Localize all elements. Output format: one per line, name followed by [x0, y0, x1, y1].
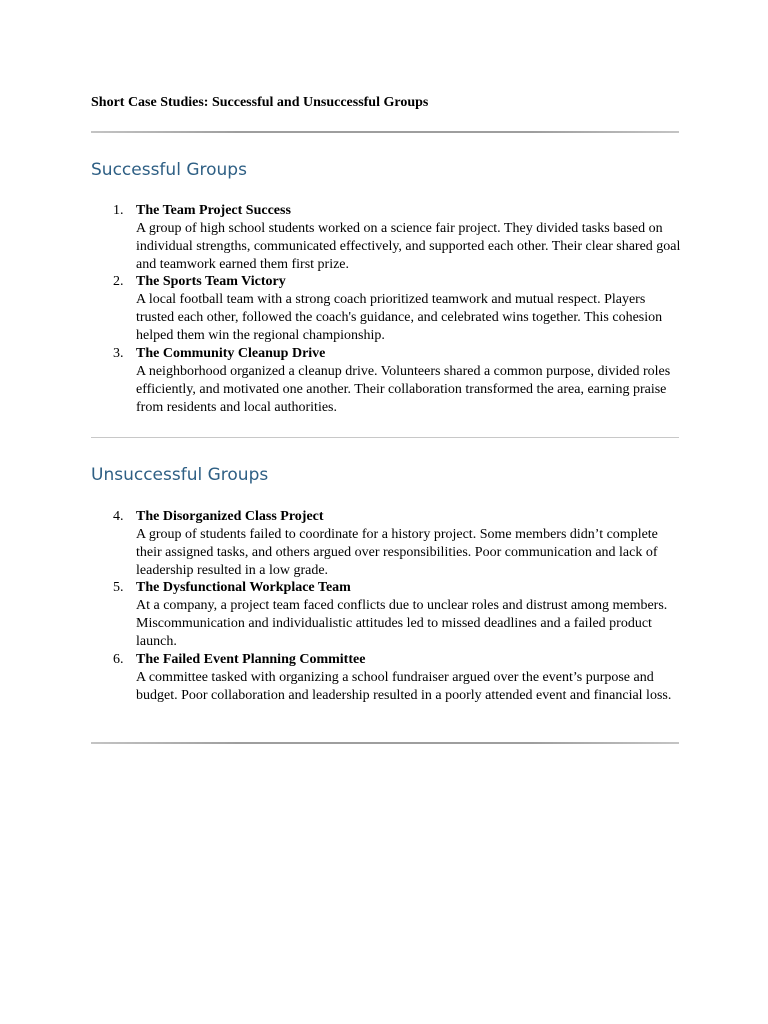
list-item-number: 1. [113, 203, 124, 218]
list-item-title: The Team Project Success [136, 203, 291, 218]
list-item-number: 5. [113, 580, 124, 595]
list-item-title: The Sports Team Victory [136, 274, 286, 289]
list-item [91, 651, 679, 705]
document-title: Short Case Studies: Successful and Unsuccessful Groups [91, 95, 429, 110]
list-item-title: The Failed Event Planning Committee [136, 652, 366, 667]
list-item-number: 6. [113, 652, 124, 667]
list-item [91, 202, 679, 274]
list-item [91, 345, 679, 417]
list-item-title: The Community Cleanup Drive [136, 346, 326, 361]
list-item-text: A committee tasked with organizing a school fundraiser argued over the event’s purpose and budget. Poor collaboration and leadership resulted in a poorly attended event and financial loss. [136, 670, 672, 703]
list-item-number: 4. [113, 509, 124, 524]
list-item-title: The Dysfunctional Workplace Team [136, 580, 351, 595]
list-item-text: A neighborhood organized a cleanup drive. Volunteers shared a common purpose, divided roles efficiently, and motivated one another. Their collaboration transformed the area, earning praise from residents and local authorities. [136, 364, 671, 415]
horizontal-rule [91, 131, 679, 133]
list-item-text: A local football team with a strong coach prioritized teamwork and mutual respect. Players trusted each other, followed the coach's guidance, and celebrated wins together. This cohesion helped them win the regional championship. [136, 292, 663, 343]
list-item-text: A group of high school students worked on a science fair project. They divided tasks based on individual strengths, communicated effectively, and supported each other. Their clear shared goal and teamwork earned them first prize. [136, 221, 681, 272]
section-heading-unsuccessful: Unsuccessful Groups [91, 465, 269, 485]
list-item [91, 273, 679, 345]
list-item-text: A group of students failed to coordinate for a history project. Some members didn’t complete their assigned tasks, and others argued over responsibilities. Poor communication and lack of leadership resulted in a low grade. [136, 527, 658, 578]
horizontal-rule [91, 742, 679, 744]
section-heading-successful: Successful Groups [91, 160, 247, 180]
list-item [91, 579, 679, 651]
list-item [91, 508, 679, 580]
list-item-text: At a company, a project team faced conflicts due to unclear roles and distrust among members. Miscommunication and individualistic attitudes led to missed deadlines and a failed product launch. [136, 598, 668, 649]
list-item-number: 3. [113, 346, 124, 361]
section-divider [91, 437, 679, 438]
list-item-number: 2. [113, 274, 124, 289]
list-item-title: The Disorganized Class Project [136, 509, 324, 524]
